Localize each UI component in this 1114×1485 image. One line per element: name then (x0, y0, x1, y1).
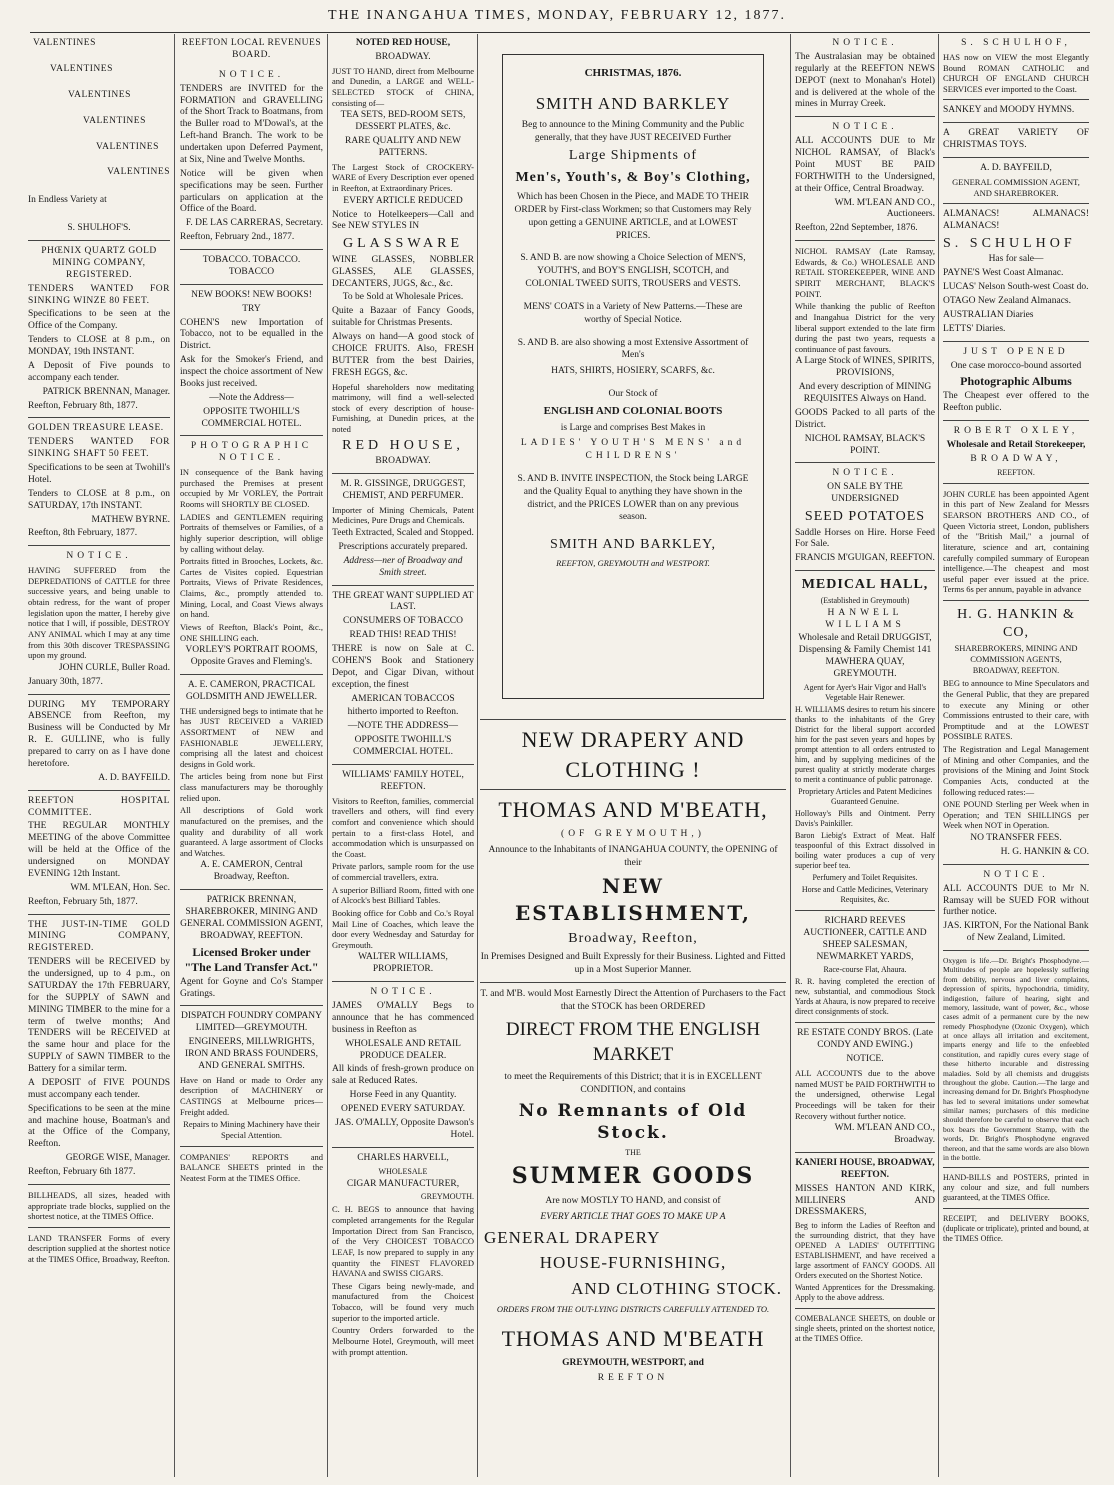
ad-text: SHAREBROKERS, MINING AND COMMISSION AGENTS, (954, 643, 1078, 664)
ad-text: R. R. having completed the erection of new, substantial, and commodious Stock Yards at Ahaura, is now prepared to receive direct consignments of stock. (795, 977, 935, 1017)
ad-text: And every description of MINING REQUISITES Always on Hand. (798, 382, 932, 404)
ad-heading: A. E. CAMERON, PRACTICAL GOLDSMITH AND JEWELLER. (185, 679, 318, 702)
ad-subheading: BROADWAY. (375, 456, 431, 467)
ad-text: ENGINEERS, MILLWRIGHTS, IRON AND BRASS FOUNDERS, AND GENERAL SMITHS. (184, 1037, 319, 1071)
ad-divider (180, 1146, 323, 1147)
ad-divider (943, 483, 1089, 484)
valentines-line: VALENTINES (96, 141, 159, 152)
ad-text: Visitors to Reefton, families, commercial travellers and others, will find every comfort and convenience which should pertain to a first-class Hotel, and accommodation which is unsurpassed on the Coast. (332, 795, 474, 859)
ad-divider (28, 240, 170, 241)
ad-text: AMERICAN TOBACCOS (351, 693, 455, 704)
column-1 (28, 36, 170, 1477)
ad-text: T. and M'B. would Most Earnestly Direct the Attention of Purchasers to the Fact that the STOCK has been ORDERED (480, 989, 786, 1012)
ad-heading: REEFTON LOCAL REVENUES BOARD. (181, 38, 322, 60)
masthead: THE INANGAHUA TIMES, MONDAY, FEBRUARY 12, 1877. (327, 8, 787, 23)
ad-text: SANKEY and MOODY HYMNS. (943, 105, 1075, 116)
ad-text: COMPANIES' REPORTS and BALANCE SHEETS printed in the Neatest Form at the TIMES Office. (180, 1151, 323, 1183)
ad-text: Wholesale and Retail Storekeeper, (946, 440, 1086, 450)
ad-title: SMITH AND BARKLEY, (550, 537, 716, 553)
valentines-line: VALENTINES (33, 38, 96, 48)
ad-text: Perfumery and Toilet Requisites. (812, 872, 918, 882)
ad-text: Which has been Chosen in the Piece, and MADE TO THEIR ORDER by First-class Workmen; so that Customers may Rely upon getting a GENUINE ARTICLE, and at LOWEST PRICES. (514, 192, 752, 241)
ad-text: MENS' COATS in a Variety of New Patterns.—These are worthy of Special Notice. (523, 301, 743, 325)
ad-divider (180, 1005, 323, 1006)
ad-text: Tenders to CLOSE at 8 p.m., on MONDAY, 19th INSTANT. (28, 335, 170, 357)
ad-text: Teeth Extracted, Scaled and Stopped. (332, 528, 474, 538)
ad-signature: GEORGE WISE, Manager. (65, 1153, 170, 1164)
ad-text: Address—ner of Broadway and Smith street. (343, 555, 463, 578)
ad-text: Beg to announce to the Mining Community and the Public generally, that they have JUST RECEIVED Further (521, 119, 745, 143)
ad-heading: REEFTON HOSPITAL COMMITTEE. (28, 795, 170, 818)
ad-date: Reefton, 22nd September, 1876. (795, 223, 918, 234)
ad-text: All descriptions of Gold work manufactured on the premises, and the quality and durability of all work guaranteed. A large assortment of Clocks and Watches. (180, 805, 323, 858)
ad-divider (943, 99, 1089, 100)
ad-divider (180, 674, 323, 675)
column-3 (332, 36, 474, 1477)
ad-text: THERE is now on Sale at C. COHEN'S Book and Stationery Depot, and Cigar Divan, without exception, the finest (332, 644, 474, 690)
ad-divider (943, 157, 1089, 158)
ad-text: JAMES O'MALLY Begs to announce that he has commenced business in Reefton as (332, 1001, 474, 1035)
ad-heading: NOTICE. (832, 122, 898, 133)
ad-subheading: (Established in Greymouth) (820, 595, 910, 605)
ad-signature: A. D. BAYFEILD. (98, 772, 170, 783)
ad-signature: JAS. KIRTON, For the National Bank of New Zealand, Limited. (943, 921, 1089, 944)
ad-text: TENDERS will be RECEIVED by the undersigned, up to 4 p.m., on SATURDAY the 17th FEBRUARY, for the SUPPLY of SAWN and MINING TIMBER to the mine for a term of twelve months; And TENDERS will be RECEIVED at the same hour and place for the SUPPLY of SAWN TIMBER to the Battery for a similar term. (28, 957, 170, 1074)
ad-heading: NEW DRAPERY AND CLOTHING ! (521, 727, 745, 782)
ad-heading: Photographic Albums (960, 374, 1072, 389)
ad-divider (795, 116, 935, 117)
ad-text: Horse Feed in any Quantity. (349, 1090, 457, 1101)
ad-text: Oxygen is life.—Dr. Bright's Phosphodyne.—Multitudes of people are hopelessly suffering from debility, nervous and liver complaints, depression of spirits, hypochondria, timidity, indigestion, failure of hearing, sight and memory, lassitude, want of power, &c., whose cases admit of a permanent cure by the new remedy Phosphodyne (Ozonic Oxygen), which at once allays all irritation and excitement, imparts energy and life to the enfeebled constitution, and rapidly cures every stage of these hitherto incurable and distressing maladies. Sold by all chemists and druggists throughout the globe. Caution.—The large and increasing demand for Dr. Bright's Phosphodyne has led to several imitations under somewhat similar names; purchasers of this medicine should therefore be careful to observe that each box bears the Government Stamp, with the words, Dr. Bright's Phosphodyne engraved thereon, and that the same words are also blown in the bottle. (943, 956, 1089, 1162)
ad-heading: NOTICE. (846, 1054, 884, 1065)
ad-divider (28, 694, 170, 695)
ad-text: To be Sold at Wholesale Prices. (342, 292, 464, 303)
ad-text: Have on Hand or made to Order any description of MACHINERY or CASTINGS at Melbourne prices—Freight added. (180, 1074, 323, 1117)
ad-text: Tenders to CLOSE at 8 p.m., on SATURDAY, 17th INSTANT. (28, 488, 170, 511)
ad-text: A Large Stock of WINES, SPIRITS, PROVISIONS, (795, 356, 935, 379)
ad-text: RARE QUALITY AND NEW PATTERNS. (344, 136, 461, 158)
ad-divider (795, 570, 935, 571)
ad-text: TENDERS are INVITED for the FORMATION and GRAVELLING of the Short Track to Boatmans, from the Buller road to M'Dowal's, at the Left-hand Branch. The work to be undertaken upon Deferred Payment, at Six, Nine and Twelve Months. (180, 83, 323, 165)
ad-heading: S. SCHULHOF (943, 235, 1076, 251)
ad-date: Reefton, February 5th, 1877. (28, 896, 138, 907)
column-divider (477, 34, 478, 1477)
ad-divider (795, 1308, 935, 1309)
ad-divider (480, 982, 786, 983)
ad-text: ALL ACCOUNTS due to the above named MUST be PAID FORTHWITH to the undersigned, otherwise Legal Proceedings will be taken for their Recovery without further notice. (795, 1068, 935, 1121)
ad-heading: CIGAR MANUFACTURER, (346, 1178, 460, 1189)
ad-text: The articles being from none but First class manufacturers may be thoroughly relied upon. (180, 771, 323, 803)
ad-text: Portraits fitted in Brooches, Lockets, &c. Cartes de Visites copied. Equestrian Portraits, Views of Private Residences, Claims, &c., promptly attended to. Mining, Local, and Coast Views always on hand. (180, 556, 323, 620)
ad-text: BROADWAY, REEFTON. (972, 666, 1060, 676)
ad-text: BILLHEADS, all sizes, headed with appropriate trade blocks, supplied on the shortest notice, at the TIMES Office. (28, 1189, 170, 1222)
ad-text: Are now MOSTLY TO HAND, and consist of (545, 1195, 721, 1206)
ad-divider (943, 341, 1089, 342)
ad-text: Prescriptions accurately prepared. (338, 541, 468, 552)
ad-text: The Registration and Legal Management of Mining and other Companies, and the provisions of the Mining and Joint Stock Companies Acts, conducted at the following reduced rates:— (943, 744, 1089, 797)
ad-heading: NOTICE. (832, 38, 898, 48)
ad-text: to meet the Requirements of this District; that it is in EXCELLENT CONDITION, and contains (504, 1071, 762, 1095)
ad-heading: ENGLISH AND COLONIAL BOOTS (543, 404, 723, 417)
ad-signature: NICHOL RAMSAY, BLACK'S POINT. (804, 433, 926, 456)
ad-heading: NOTICE. (983, 869, 1049, 880)
valentines-line: VALENTINES (107, 167, 170, 178)
ad-divider (943, 203, 1089, 204)
ad-text: Booking office for Cobb and Co.'s Royal Mail Line of Coaches, which leave the door every Wednesday and Saturday for Greymouth. (332, 907, 474, 950)
ad-date: January 30th, 1877. (28, 676, 103, 687)
ad-text: One case morocco-bound assorted (950, 360, 1082, 371)
ad-title: THOMAS AND M'BEATH, (498, 797, 768, 823)
ad-text: ONE POUND Sterling per Week when in Operation; and TEN SHILLINGS per Week when NOT in Operation. (943, 799, 1089, 831)
column-divider (938, 34, 939, 1477)
ad-text: JOHN CURLE has been appointed Agent in this part of New Zealand for Messrs SEARSON BROTHERS AND CO., of Queen Victoria street, London, publishers of the "British Mail," a journal of literature, science and art, containing carefully compiled summary of European intelligence.—The cheapest and most useful paper ever issued at the price. Terms 6s per annum, payable in advance (943, 488, 1089, 595)
ad-divider (332, 764, 474, 765)
ad-text: Proprietary Articles and Patent Medicines Guaranteed Genuine. (798, 786, 932, 806)
ad-text: BEG to announce to Mine Speculators and the General Public, that they are prepared to execute any Mining or other Commissions entrusted to their care, with Promptitude and at the LOWEST POSSIBLE RATES. (943, 678, 1089, 742)
ad-divider (332, 473, 474, 474)
ad-divider (180, 435, 323, 436)
ad-heading: Large Shipments of (568, 148, 698, 164)
ad-text: PAYNE'S West Coast Almanac. (943, 268, 1064, 279)
ad-text: Country Orders forwarded to the Melbourne Hotel, Greymouth, will meet with prompt attention. (332, 1325, 474, 1357)
ad-text: Ask for the Smoker's Friend, and inspect the choice assortment of New Books just received. (180, 355, 323, 389)
ad-text: HAND-BILLS and POSTERS, printed in any colour and size, and full numbers guaranteed, at the TIMES Office. (943, 1173, 1089, 1203)
ad-subheading: BROADWAY. (375, 51, 431, 62)
ad-divider (28, 790, 170, 791)
ad-text: TEA SETS, BED-ROOM SETS, DESSERT PLATES, &c. (340, 110, 466, 133)
ad-text: MISSES HANTON AND KIRK, MILLINERS AND DRESSMAKERS, (795, 1183, 935, 1218)
ad-signature: WM. M'LEAN AND CO., Auctioneers. (834, 197, 935, 220)
ad-text: Horse and Cattle Medicines, Veterinary Requisites, &c. (801, 884, 929, 904)
valentines-line: VALENTINES (50, 63, 113, 74)
ad-text: The Largest Stock of CROCKERY-WARE of Every Description ever opened in Reefton, at Extraordinary Prices. (332, 161, 474, 193)
ad-heading: TOBACCO. TOBACCO. TOBACCO (202, 255, 301, 277)
ad-subheading: (OF GREYMOUTH,) (561, 829, 705, 840)
ad-text: Agent for Goyne and Co's Stamper Gratings. (180, 976, 323, 999)
ad-text: LETTS' Diaries. (943, 323, 1006, 334)
ad-signature: JAS. O'MALLY, Opposite Dawson's Hotel. (335, 1117, 474, 1140)
ad-heading: HOUSE-FURNISHING, (539, 1253, 727, 1273)
ad-heading: M. R. GISSINGE, DRUGGEST, CHEMIST, AND PERFUMER. (340, 479, 466, 501)
ad-heading: WILLIAMS' FAMILY HOTEL, REEFTON. (342, 769, 464, 792)
ad-signature: A. E. CAMERON, Central Broadway, Reefton. (200, 860, 303, 883)
ad-heading: NOTICE. (66, 551, 132, 562)
ad-text: HATS, SHIRTS, HOSIERY, SCARFS, &c. (551, 366, 715, 377)
ad-divider (28, 1227, 170, 1228)
ad-divider (943, 950, 1089, 951)
ad-text: H. WILLIAMS desires to return his sincere thanks to the inhabitants of the Grey District for the liberal support accorded him for the past seven years and hopes by prompt attention to all orders entrusted to him, and by supplying medicines of the purest quality at strictly moderate charges to merit a continuance of public patronage. (795, 704, 935, 784)
ad-divider (795, 240, 935, 241)
ad-text: ALL ACCOUNTS DUE to Mr NICHOL RAMSAY, of Black's Point MUST BE PAID FORTHWITH to the Undersigned, at their Office, Central Broadway. (795, 136, 935, 194)
column-6 (943, 36, 1089, 1477)
ad-text: TENDERS WANTED FOR SINKING SHAFT 50 FEET. (28, 437, 170, 460)
ad-text: Always on hand—A good stock of CHOICE FRUITS. Also, FRESH BUTTER from the best Dairies, FRESH EGGS, &c. (332, 332, 474, 378)
ad-divider (943, 600, 1089, 601)
ad-text: HAVING SUFFERED from the DEPREDATIONS of CATTLE for three successive years, and being unable to obtain redress, for the want of proper legislation upon the matter, I hereby give notice that I will, if possible, DESTROY ANY ANIMAL which I may at any time from this 30th discover TRESPASSING upon my ground. (28, 565, 170, 661)
ad-heading: KANIERI HOUSE, BROADWAY, REEFTON. (795, 1157, 935, 1180)
ad-divider (180, 249, 323, 250)
ad-text: Repairs to Mining Machinery have their Special Attention. (183, 1119, 320, 1140)
ad-heading: GENERAL DRAPERY (484, 1227, 661, 1247)
ad-date: Reefton, February 2nd., 1877. (180, 232, 295, 243)
ad-date: Reefton, 8th February, 1877. (28, 528, 138, 539)
ad-heading: CHARLES HARVELL, (357, 1152, 449, 1163)
ad-text: TRY (242, 303, 261, 314)
ad-divider (795, 910, 935, 911)
ad-text: OPENED EVERY SATURDAY. (341, 1104, 465, 1114)
ad-heading: SEED POTATOES (804, 509, 926, 524)
ad-heading: S. SCHULHOF, (961, 38, 1071, 48)
ad-text: ON SALE BY THE UNDERSIGNED (827, 482, 903, 505)
ad-heading: DISPATCH FOUNDRY COMPANY LIMITED—GREYMOUTH. (181, 1011, 322, 1034)
smith-barkley-ad (502, 54, 764, 699)
ad-heading: DIRECT FROM THE ENGLISH MARKET (505, 1018, 761, 1066)
ad-heading: NOTICE. (370, 987, 436, 998)
ad-signature: S. SHULHOF'S. (67, 223, 131, 234)
ad-text: WINE GLASSES, NOBBLER GLASSES, ALE GLASSES, DECANTERS, JUGS, &c., &c. (332, 254, 474, 289)
ad-text: Hopeful shareholders now meditating matrimony, will find a well-selected stock of every description of house-Furnishing, at Dunedin prices, at the noted (332, 381, 474, 434)
ad-subheading: WHOLESALE (378, 1166, 428, 1176)
ad-text: GOODS Packed to all parts of the District. (795, 407, 935, 430)
ad-divider (480, 719, 786, 720)
ad-text: REEFTON. (997, 467, 1035, 477)
ad-text: COHEN'S new Importation of Tobacco, not to be equalled in the District. (180, 317, 323, 352)
ad-text: Saddle Horses on Hire. Horse Feed For Sale. (795, 527, 935, 550)
ad-text: OPPOSITE TWOHILL'S COMMERCIAL HOTEL. (353, 735, 453, 757)
ad-text: Quite a Bazaar of Fancy Goods, suitable for Christmas Presents. (332, 306, 474, 329)
valentines-line: VALENTINES (68, 89, 131, 100)
ad-signature: FRANCIS M'GUIGAN, REEFTON. (795, 553, 935, 564)
ad-heading: A. D. BAYFEILD, (980, 163, 1052, 173)
ad-text: COMEBALANCE SHEETS, on double or single sheets, printed on the shortest notice, at the TIMES Office. (795, 1314, 935, 1344)
ad-divider (332, 585, 474, 586)
ad-title: SMITH AND BARKLEY (535, 93, 731, 113)
ad-text: Announce to the Inhabitants of INANGAHUA COUNTY, the OPENING of their (488, 844, 778, 868)
ad-text: A Deposit of Five pounds to accompany each tender. (28, 360, 170, 383)
ad-text: The Australasian may be obtained regularly at the REEFTON NEWS DEPOT (next to Monahan's Hotel) and is delivered at the whole of the mines in Murray Creek. (795, 51, 935, 110)
ad-text: Our Stock of (608, 388, 658, 399)
ad-heading: Men's, Youth's, & Boy's Clothing, (515, 170, 751, 186)
ad-divider (943, 1208, 1089, 1209)
ad-heading: NOTICE. (832, 468, 898, 479)
ad-heading: NOTICE. (218, 69, 285, 80)
ad-text: Agent for Ayer's Hair Vigor and Hall's Vegetable Hair Renewer. (803, 682, 927, 702)
ad-text: is Large and comprises Best Makes in (560, 422, 706, 433)
ad-heading: READ THIS! READ THIS! (349, 630, 457, 641)
ad-text: The Cheapest ever offered to the Reefton public. (943, 391, 1089, 414)
ad-heading: THE JUST-IN-TIME GOLD MINING COMPANY, REGISTERED. (28, 919, 170, 954)
ad-heading: NOTED RED HOUSE, (355, 38, 451, 48)
ad-text: Notice to Hotelkeepers—Call and See NEW STYLES IN (332, 209, 474, 232)
ad-text: Importer of Mining Chemicals, Patent Medicines, Pure Drugs and Chemicals. (332, 504, 474, 526)
ad-text: IN consequence of the Bank having purchased the Premises at present occupied by Mr VORLEY, the Portrait Rooms will SHORTLY BE CLOSED. (180, 467, 323, 509)
ad-text: Race-course Flat, Ahaura. (823, 965, 907, 975)
ad-heading: GLASSWARE (342, 236, 463, 252)
ad-text: NO TRANSFER FEES. (970, 833, 1062, 843)
ad-signature: WM. M'LEAN, Hon. Sec. (70, 882, 170, 893)
ad-text: GENERAL COMMISSION AGENT, AND SHAREBROKER. (952, 176, 1080, 198)
ad-signature: F. DE LAS CARRERAS, Secretary. (185, 218, 323, 229)
ad-divider (943, 1167, 1089, 1168)
ad-divider (795, 462, 935, 463)
valentines-line: VALENTINES (83, 115, 146, 126)
ad-text: —Note the Address— (209, 392, 294, 403)
ad-heading: ALMANACS! ALMANACS! ALMANACS! (943, 209, 1089, 231)
ad-text: JUST TO HAND, direct from Melbourne and Dunedin, a LARGE and WELL-SELECTED STOCK of CHINA, consisting of— (332, 65, 474, 108)
ad-text: EVERY ARTICLE REDUCED (343, 195, 463, 206)
ad-divider (943, 420, 1089, 421)
ad-divider (332, 981, 474, 982)
ad-text: OTAGO New Zealand Almanacs. (943, 296, 1071, 306)
ad-text: WHOLESALE AND RETAIL PRODUCE DEALER. (345, 1038, 461, 1061)
ad-text: While thanking the public of Reefton and Inangahua District for the very liberal support extended to the late firm during the past two years, requests a continuance of past favours. (795, 301, 935, 354)
ad-text: LUCAS' Nelson South-west Coast do. (943, 282, 1089, 293)
ad-divider (180, 889, 323, 890)
ad-heading: SUMMER GOODS (511, 1163, 755, 1190)
ad-text: Specifications to be seen at the mine and machine house, Boatman's and at the Office of the Company, Reefton. (28, 1103, 170, 1150)
ad-heading: RE ESTATE CONDY BROS. (Late CONDY AND EWING.) (797, 1028, 933, 1051)
ad-text: A DEPOSIT of FIVE POUNDS must accompany each tender. (28, 1077, 170, 1100)
ad-text: Views of Reefton, Black's Point, &c., ONE SHILLING each. (180, 621, 323, 643)
ad-text: EVERY ARTICLE THAT GOES TO MAKE UP A (540, 1211, 726, 1222)
ad-text: LADIES' YOUTH'S MENS' and CHILDRENS' (520, 438, 746, 462)
ad-text: RECEIPT, and DELIVERY BOOKS, (duplicate or triplicate), printed and bound, at the TIMES Office. (943, 1214, 1089, 1244)
column-divider (174, 34, 175, 1477)
ad-text: Specifications to be seen at Twohill's Hotel. (28, 463, 170, 485)
column-divider (790, 34, 791, 1477)
ad-signature: JOHN CURLE, Buller Road. (58, 662, 170, 673)
ad-heading: PATRICK BRENNAN, SHAREBROKER, MINING AND GENERAL COMMISSION AGENT, BROADWAY, REEFTON. (180, 895, 323, 941)
ad-text: DURING MY TEMPORARY ABSENCE from Reefton, my Business will be Conducted by Mr R. E. GULLINE, who is fully prepared to carry on as I have done heretofore. (28, 699, 170, 769)
ad-divider (795, 1152, 935, 1153)
ad-heading: CONSUMERS OF TOBACCO (342, 616, 464, 627)
ad-heading: HANWELL WILLIAMS (825, 607, 905, 630)
ad-heading: JUST OPENED (963, 346, 1069, 357)
column-divider (327, 34, 328, 1477)
ad-text: Has for sale— (988, 254, 1044, 265)
column-2 (180, 36, 323, 1477)
ad-text: THE undersigned begs to intimate that he has JUST RECEIVED a VARIED ASSORTMENT of NEW and FASHIONABLE JEWELLERY, comprising all the latest and choicest designs in Gold work. (180, 705, 323, 769)
ad-divider (332, 1147, 474, 1148)
ad-text: S. AND B. are also showing a most Extensive Assortment of Men's (517, 337, 749, 361)
ad-text: THE REGULAR MONTHLY MEETING of the above Committee will be held at the Office of the undersigned on MONDAY EVENING 12th Instant. (28, 821, 170, 879)
ad-text: S. AND B. are now showing a Choice Selection of MEN'S, YOUTH'S, and BOY'S ENGLISH, SCOTCH, and COLONIAL TWEED SUITS, TROUSERS and VESTS. (520, 253, 746, 290)
ad-signature: WALTER WILLIAMS, PROPRIETOR. (358, 952, 448, 975)
ad-signature: MATHEW BYRNE. (91, 514, 170, 525)
ad-date: Reefton, February 6th 1877. (28, 1167, 136, 1177)
ad-text: Baron Liebig's Extract of Meat. Half teaspoonful of this Extract dissolved in boiling water produces a cup of very superior beef tea. (795, 830, 935, 870)
ad-signature: VORLEY'S PORTRAIT ROOMS, Opposite Graves and Fleming's. (185, 645, 318, 667)
ad-heading: RICHARD REEVES AUCTIONEER, CATTLE AND SHEEP SALESMAN, NEWMARKET YARDS, (803, 915, 927, 962)
ad-title: THOMAS AND M'BEATH (501, 1325, 765, 1351)
ad-divider (943, 122, 1089, 123)
ad-divider (180, 284, 323, 285)
ad-divider (28, 545, 170, 546)
ad-heading: CHRISTMAS, 1876. (584, 67, 682, 79)
ad-text: Notice will be given when specifications may be seen. Further particulars on application at the Office of the Board. (180, 168, 323, 215)
ad-subheading: GREYMOUTH. (420, 1192, 474, 1202)
ad-divider (795, 1022, 935, 1023)
ad-heading: PHŒNIX QUARTZ GOLD MINING COMPANY, REGISTERED. (41, 246, 157, 280)
ad-text: Private parlors, sample room for the use of commercial travellers, extra. (332, 861, 474, 882)
ad-heading: ROBERT OXLEY, (953, 426, 1079, 437)
ad-text: In Premises Designed and Built Expressly for their Business. Lighted and Fitted up in a Most Superior Manner. (480, 952, 786, 976)
ad-text: All kinds of fresh-grown produce on sale at Reduced Rates. (332, 1064, 474, 1087)
ad-text: THE (625, 1148, 641, 1158)
ad-heading: GOLDEN TREASURE LEASE. (28, 423, 164, 434)
ad-text: Specifications to be seen at the Office of the Company. (28, 309, 170, 332)
ad-heading: AND CLOTHING STOCK. (571, 1279, 782, 1299)
ad-heading: NEW BOOKS! NEW BOOKS! (191, 289, 312, 300)
ad-text: TENDERS WANTED FOR SINKING WINZE 80 FEET. (28, 283, 170, 306)
center-column (480, 36, 786, 1477)
ad-divider (28, 914, 170, 915)
ad-text: C. H. BEGS to announce that having completed arrangements for the Regular Importation Direct from San Francisco, of the Very CHOICEST TOBACCO LEAF, Is now prepared to supply in any quantity the FINEST FLAVORED HAVANA and SWISS CIGARS. (332, 1204, 474, 1279)
ad-text: Beg to inform the Ladies of Reefton and the surrounding district, that they have OPENED A LADIES' OUTFITTING ESTABLISHMENT, and have received a large assortment of FANCY GOODS. All Orders executed on the Shortest Notice. (795, 1221, 935, 1281)
thomas-mbeath-ad (480, 719, 786, 1385)
ad-heading: NICHOL RAMSAY (Late Ramsay, Edwards, & Co.) WHOLESALE AND RETAIL STOREKEEPER, WINE AND SPIRIT MERCHANT, BLACK'S POINT. (795, 246, 935, 299)
ad-heading: PHOTOGRAPHIC NOTICE. (190, 441, 313, 464)
ad-text: hitherto imported to Reefton. (347, 707, 459, 718)
ad-heading: THE GREAT WANT SUPPLIED AT LAST. (332, 590, 474, 613)
ad-text: REEFTON (597, 1373, 669, 1384)
ad-text: REEFTON, GREYMOUTH and WESTPORT. (556, 558, 710, 569)
ad-signature: PATRICK BRENNAN, Manager. (42, 386, 170, 397)
masthead-rule (30, 32, 1090, 33)
ad-text: GREYMOUTH, WESTPORT, and (562, 1357, 704, 1368)
ad-text: A superior Billiard Room, fitted with one of Alcock's best Billiard Tables. (332, 884, 474, 906)
ad-text: LADIES and GENTLEMEN requiring Portraits of themselves or Families, of a highly superior description, will oblige by calling without delay. (180, 511, 323, 554)
ad-text: AUSTRALIAN Diaries (943, 309, 1034, 320)
column-5 (795, 36, 935, 1477)
ad-signature: WM. M'LEAN AND CO., Broadway. (834, 1123, 935, 1145)
ad-text: In Endless Variety at (28, 195, 107, 206)
ad-divider (943, 864, 1089, 865)
ad-text: BROADWAY, (970, 453, 1062, 464)
ad-divider (28, 1184, 170, 1185)
ad-signature: H. G. HANKIN & CO. (1000, 846, 1089, 857)
ad-heading: MEDICAL HALL, (801, 577, 929, 593)
ad-text: LAND TRANSFER Forms of every description supplied at the shortest notice at the TIMES Office, Broadway, Reefton. (28, 1232, 170, 1264)
ad-text: —NOTE THE ADDRESS— (347, 721, 459, 732)
ad-text: ALL ACCOUNTS DUE to Mr N. Ramsay will be SUED FOR without further notice. (943, 883, 1089, 918)
ad-text: S. AND B. INVITE INSPECTION, the Stock being LARGE and the Quality Equal to anything they have shown in the district, and the PRICES LOWER than on any previous season. (517, 474, 749, 523)
ad-heading: No Remnants of Old Stock. (518, 1100, 748, 1144)
ad-heading: H. G. HANKIN & CO, (957, 607, 1075, 640)
ad-date: Reefton, February 8th, 1877. (28, 400, 138, 411)
ad-heading: RED HOUSE, (342, 437, 464, 453)
ad-heading: Licensed Broker under "The Land Transfer Act." (184, 944, 319, 974)
ad-heading: NEW ESTABLISHMENT, (515, 873, 751, 925)
ad-subheading: Broadway, Reefton, (568, 930, 698, 946)
ad-text: A GREAT VARIETY OF CHRISTMAS TOYS. (943, 128, 1089, 151)
ad-text: Wanted Apprentices for the Dressmaking. Apply to the above address. (795, 1283, 935, 1303)
ad-text: OPPOSITE TWOHILL'S COMMERCIAL HOTEL. (201, 406, 302, 429)
ad-text: Holloway's Pills and Ointment. Perry Davis's Painkiller. (795, 808, 935, 828)
ad-text: ORDERS FROM THE OUT-LYING DISTRICTS CAREFULLY ATTENDED TO. (496, 1304, 770, 1315)
ad-text: HAS now on VIEW the most Elegantly Bound ROMAN CATHOLIC and CHURCH OF ENGLAND CHURCH SERVICES ever imported to the Coast. (943, 51, 1089, 94)
ad-divider (28, 417, 170, 418)
ad-text: These Cigars being newly-made, and manufactured from the Choicest Tobacco, will be found very much superior to the imported article. (332, 1280, 474, 1323)
ad-divider (480, 789, 786, 790)
ad-text: Wholesale and Retail DRUGGIST, Dispensing & Family Chemist 141 MAWHERA QUAY, GREYMOUTH. (798, 633, 932, 679)
